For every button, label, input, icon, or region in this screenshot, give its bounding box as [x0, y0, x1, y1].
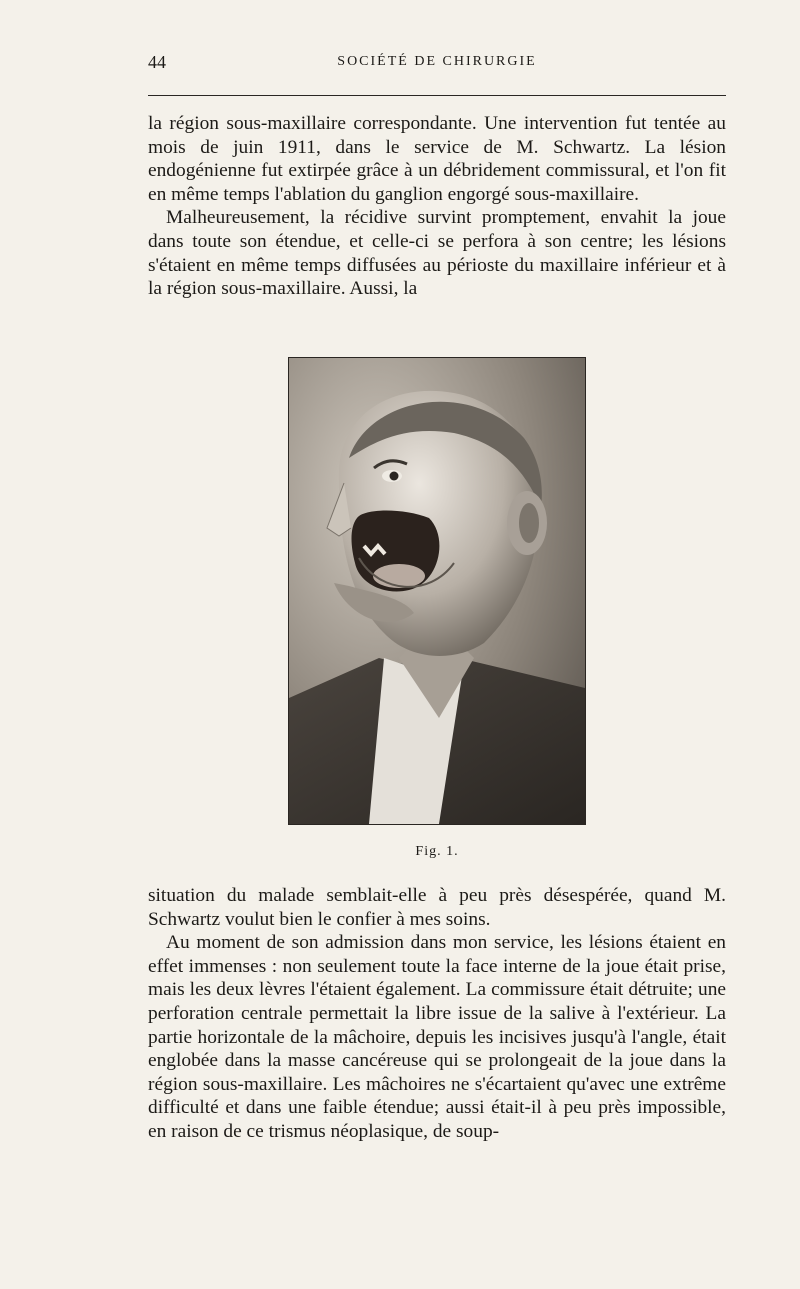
paragraph: Malheureusement, la récidive survint promptement, envahit la joue dans toute son étendue, et celle-ci se perfora à son centre; les lésions s'étaient en même temps diffusées au périoste du maxillaire inférieur et à la région sous-maxillaire. Aussi, la — [148, 207, 726, 300]
paragraph: situation du malade semblait-elle à peu près désespérée, quand M. Schwartz voulut bien le confier à mes soins. — [148, 885, 726, 930]
header-rule — [148, 95, 726, 96]
figure-caption: Fig. 1. — [415, 844, 459, 859]
journal-title: SOCIÉTÉ DE CHIRURGIE — [337, 54, 537, 69]
paragraph: la région sous-maxillaire correspondante. Une intervention fut tentée au mois de juin 1911, dans le service de M. Schwartz. La lésion endogénienne fut extirpée grâce à un débridement commissural, et l'on fit en même temps l'ablation du ganglion engorgé sous-maxillaire. — [148, 113, 726, 205]
page-number: 44 — [148, 52, 166, 72]
running-head — [148, 52, 726, 82]
paragraph: Au moment de son admission dans mon service, les lésions étaient en effet immenses : non seulement toute la face interne de la joue était prise, mais les deux lèvres l'étaient également. La commissure était détruite; une perforation centrale permettait la libre issue de la salive à l'extérieur. La partie horizontale de la mâchoire, depuis les incisives jusqu'à l'angle, était englobée dans la masse cancéreuse qui se prolongeait de la joue dans la région sous-maxillaire. Les mâchoires ne s'écartaient qu'avec une extrême difficulté et dans une faible étendue; aussi était-il à peu près impossible, en raison de ce trismus néoplasique, de soup- — [148, 932, 726, 1142]
body-text-top — [148, 112, 726, 301]
figure-photograph — [288, 357, 586, 825]
body-text-bottom — [148, 884, 726, 1144]
patient-portrait-image — [289, 358, 585, 824]
